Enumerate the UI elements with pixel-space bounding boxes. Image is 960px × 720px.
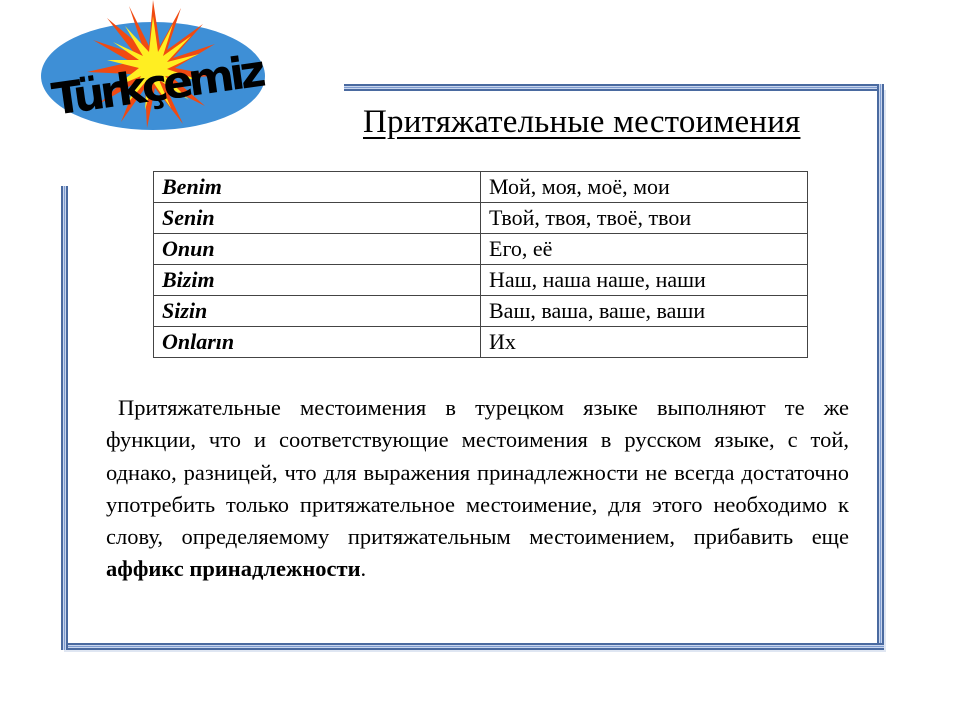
turkcemiz-logo (40, 0, 280, 150)
frame-bottom-border (61, 643, 884, 650)
frame-top-border (344, 84, 884, 91)
turkish-pronoun: Sizin (154, 296, 481, 327)
frame-shadow (884, 90, 886, 652)
russian-translation: Его, её (481, 234, 808, 265)
frame-shadow (64, 650, 886, 652)
pronoun-table (153, 171, 808, 358)
table-row (154, 327, 808, 358)
russian-translation: Их (481, 327, 808, 358)
russian-translation: Наш, наша наше, наши (481, 265, 808, 296)
turkish-pronoun: Benim (154, 172, 481, 203)
table-row (154, 172, 808, 203)
russian-translation: Твой, твоя, твоё, твои (481, 203, 808, 234)
page-title: Притяжательные местоимения (363, 104, 801, 140)
turkish-pronoun: Onun (154, 234, 481, 265)
turkish-pronoun: Senin (154, 203, 481, 234)
paragraph-end: . (360, 556, 367, 582)
frame-right-border (877, 84, 884, 650)
svg-text:Türkçemiz: Türkçemiz (48, 45, 269, 126)
bold-term: аффикс принадлежности (106, 556, 361, 582)
russian-translation: Мой, моя, моё, мои (481, 172, 808, 203)
table-row (154, 203, 808, 234)
frame-left-border (61, 186, 68, 650)
turkish-pronoun: Onların (154, 327, 481, 358)
logo-burst-icon (40, 0, 280, 150)
table-row (154, 234, 808, 265)
russian-translation: Ваш, ваша, ваше, ваши (481, 296, 808, 327)
table-row (154, 296, 808, 327)
paragraph-text: Притяжательные местоимения в турецком языке выполняют те же функции, что и соответствующие местоимения в русском языке, с той, однако, разницей, что для выражения принадлежности не всегда достаточно употребить только притяжательное местоимение, для этого необходимо к слову, определяемому притяжательным местоимением, прибавить еще (106, 395, 849, 550)
explanation-paragraph (106, 392, 849, 586)
turkish-pronoun: Bizim (154, 265, 481, 296)
table-row (154, 265, 808, 296)
